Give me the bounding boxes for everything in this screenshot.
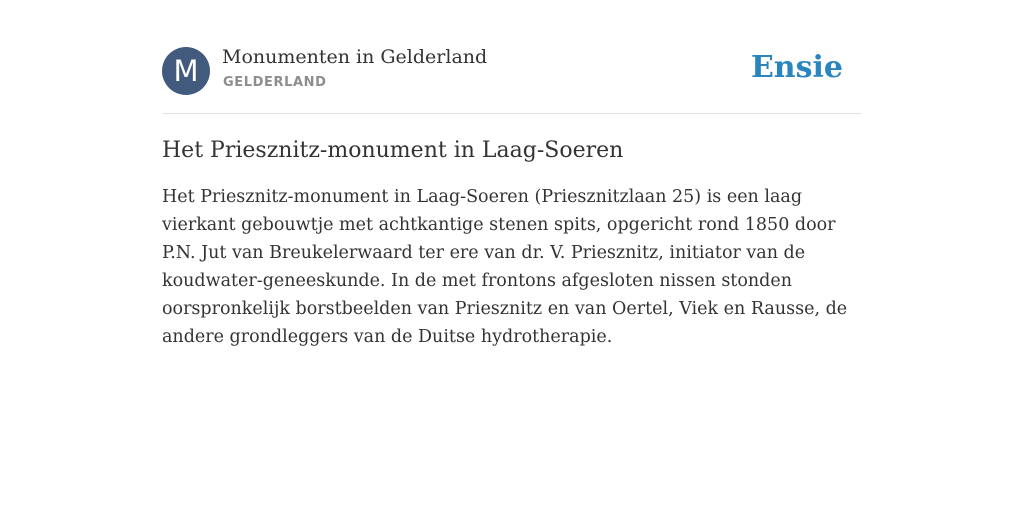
article-title: Het Priesznitz-monument in Laag-Soeren — [162, 138, 624, 163]
source-region: GELDERLAND — [223, 75, 327, 90]
source-name[interactable]: Monumenten in Gelderland — [222, 46, 488, 68]
card-header — [162, 46, 862, 114]
source-avatar[interactable]: M — [162, 47, 210, 95]
brand-logo[interactable]: Ensie — [750, 50, 843, 85]
article-card — [162, 46, 862, 351]
article-body: Het Priesznitz-monument in Laag-Soeren (Priesznitzlaan 25) is een laag vierkant gebouwtje met achtkantige stenen spits, opgericht rond 1850 door P.N. Jut van Breukelerwaard ter ere van dr. V. Priesznitz, initiator van de koudwater-geneeskunde. In de met frontons afgesloten nissen stonden oorspronkelijk borstbeelden van Priesznitz en van Oertel, Viek en Rausse, de andere grondleggers van de Duitse hydrotherapie. — [162, 187, 848, 347]
